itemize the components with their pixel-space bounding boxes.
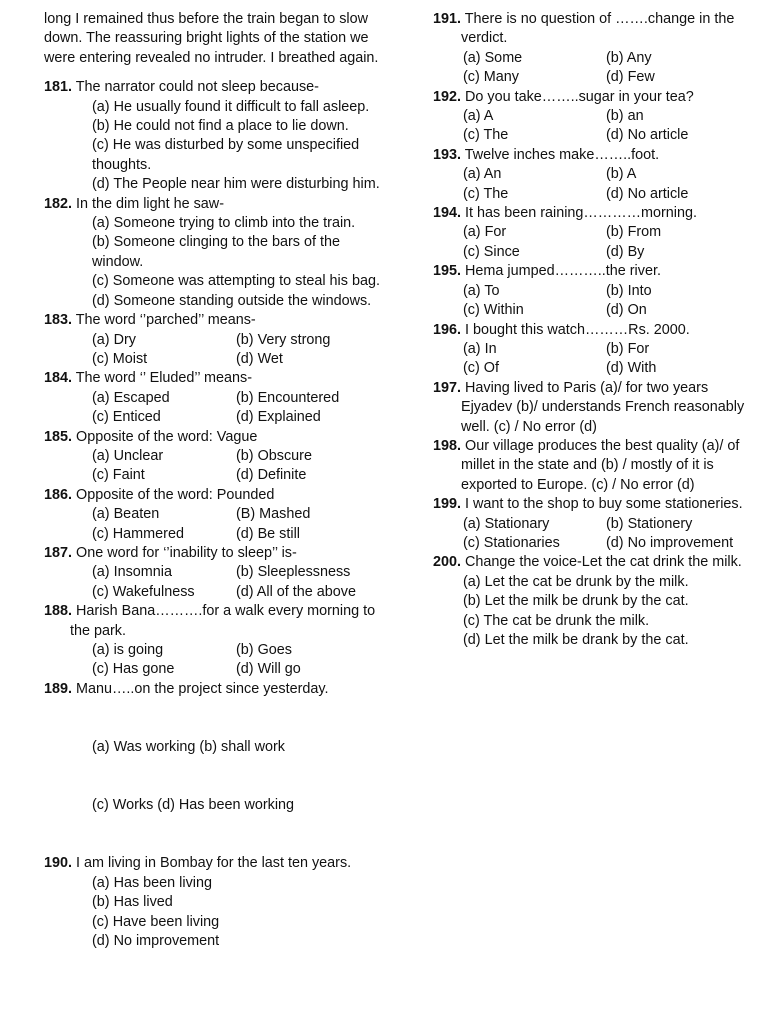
question-number: 186. [44, 486, 73, 503]
option-d[interactable]: (d) No improvement [606, 534, 734, 551]
question-188 [44, 602, 384, 680]
option-c[interactable]: (c) Of [463, 360, 499, 377]
options [433, 165, 763, 204]
option-row-ab[interactable]: (a) Was working (b) shall work [92, 739, 285, 756]
option-c[interactable]: (c) Have been living [92, 913, 220, 930]
option-d[interactable]: (d) With [606, 360, 657, 377]
option-b[interactable]: (B) Mashed [236, 506, 311, 523]
option-a[interactable]: (a) Someone trying to climb into the train. [92, 215, 356, 232]
options [433, 515, 763, 554]
option-d[interactable]: (d) Someone standing outside the windows. [92, 292, 372, 309]
options [44, 331, 384, 370]
question-193 [433, 146, 763, 204]
options [44, 505, 384, 544]
question-text [433, 379, 763, 437]
options [433, 49, 763, 88]
option-c[interactable]: (c) Many [463, 69, 519, 86]
options [44, 699, 384, 854]
question-number: 194. [433, 205, 462, 222]
options [433, 282, 763, 321]
option-b[interactable]: (b) Goes [236, 642, 292, 658]
options [433, 340, 763, 379]
question-194 [433, 204, 763, 262]
question-number: 193. [433, 146, 462, 163]
question-199 [433, 495, 763, 553]
option-a[interactable]: (a) Insomnia [92, 564, 172, 581]
question-183 [44, 311, 384, 369]
passage-ending: long I remained thus before the train began to slow down. The reassuring bright lights of the station we were entering revealed no intruder. I breathed again. [44, 11, 379, 66]
option-d[interactable]: (d) No article [606, 185, 689, 202]
options [433, 107, 763, 146]
option-c[interactable]: (c) Wakefulness [92, 583, 195, 600]
question-number: 199. [433, 496, 462, 513]
question-200 [433, 553, 763, 650]
option-a[interactable]: (a) Escaped [92, 389, 170, 406]
question-text [44, 854, 384, 873]
question-number: 182. [44, 195, 73, 212]
option-row-cd[interactable]: (c) Works (d) Has been working [92, 797, 295, 814]
question-number: 188. [44, 603, 73, 620]
question-189 [44, 680, 384, 855]
options [44, 874, 384, 952]
option-c[interactable]: (c) The [463, 127, 509, 144]
question-text [44, 544, 384, 563]
question-text [44, 428, 384, 447]
option-c[interactable]: (c) Faint [92, 467, 145, 484]
option-b[interactable]: (b) Stationery [606, 515, 693, 532]
question-text [433, 553, 763, 572]
options [433, 223, 763, 262]
question-text [44, 369, 384, 388]
question-text [433, 437, 763, 495]
option-b[interactable]: (b) From [606, 224, 662, 241]
question-stem: I bought this watch………Rs. 2000. [461, 321, 690, 338]
option-c[interactable]: (c) Since [463, 243, 520, 260]
option-d[interactable]: (d) No article [606, 127, 689, 144]
option-b[interactable]: (b) Let the milk be drunk by the cat. [463, 593, 689, 610]
option-b[interactable]: (b) Any [606, 49, 652, 66]
question-number: 184. [44, 370, 73, 387]
question-stem: I am living in Bombay for the last ten years. [72, 855, 352, 872]
question-stem: The word ‘’ Eluded’’ means- [72, 370, 252, 387]
question-stem: Our village produces the best quality (a)/ of millet in the state and (b) / mostly of it is exported to Europe. (c) / No error (d) [461, 437, 740, 493]
option-b[interactable]: (b) A [606, 166, 637, 183]
option-b[interactable]: (b) Someone clinging to the bars of the window. [92, 234, 340, 270]
question-185 [44, 428, 384, 486]
option-a[interactable]: (a) Let the cat be drunk by the milk. [463, 573, 689, 590]
option-d[interactable]: (d) All of the above [236, 583, 356, 600]
option-b[interactable]: (b) For [606, 340, 650, 357]
option-c[interactable]: (c) Has gone [92, 661, 175, 678]
question-182 [44, 195, 384, 311]
right-column [433, 10, 763, 650]
question-stem: Twelve inches make……..foot. [461, 146, 660, 163]
question-stem: Change the voice-Let the cat drink the milk. [461, 554, 742, 571]
option-a[interactable]: (a) For [463, 224, 507, 241]
question-text [433, 321, 763, 340]
question-184 [44, 369, 384, 427]
option-b[interactable]: (b) Encountered [236, 389, 340, 406]
question-191 [433, 10, 763, 88]
question-stem: There is no question of …….change in the verdict. [461, 11, 735, 47]
question-text [433, 495, 763, 514]
question-190 [44, 854, 384, 951]
question-181 [44, 78, 384, 194]
question-stem: Opposite of the word: Vague [72, 428, 258, 445]
option-d[interactable]: (d) Definite [236, 467, 307, 484]
question-number: 191. [433, 11, 462, 27]
question-number: 200. [433, 554, 462, 571]
option-c[interactable]: (c) Hammered [92, 525, 184, 542]
option-a[interactable]: (a) An [463, 166, 502, 183]
question-stem: I want to the shop to buy some stationeries. [461, 496, 743, 513]
option-d[interactable]: (d) The People near him were disturbing him. [92, 176, 380, 193]
question-number: 185. [44, 428, 73, 445]
option-b[interactable]: (b) Sleeplessness [236, 564, 351, 581]
question-number: 189. [44, 680, 73, 697]
option-c[interactable]: (c) Within [463, 302, 524, 319]
question-text [44, 78, 384, 97]
question-number: 197. [433, 379, 462, 396]
option-a[interactable]: (a) Stationary [463, 515, 550, 532]
option-c[interactable]: (c) The cat be drunk the milk. [463, 612, 650, 629]
question-text [433, 88, 763, 107]
question-number: 195. [433, 263, 462, 280]
question-stem: It has been raining…………morning. [461, 205, 697, 222]
options [44, 98, 384, 195]
option-c[interactable]: (c) Moist [92, 350, 148, 367]
question-stem: Do you take……..sugar in your tea? [461, 88, 694, 105]
options [44, 447, 384, 486]
question-text [44, 195, 384, 214]
option-a[interactable]: (a) To [463, 282, 500, 299]
question-stem: Having lived to Paris (a)/ for two years Ejyadev (b)/ understands French reasonably well. (c) / No error (d) [461, 379, 745, 435]
question-stem: Manu…..on the project since yesterday. [72, 680, 329, 697]
question-text [433, 204, 763, 223]
question-text [433, 10, 763, 49]
options [44, 641, 384, 680]
question-198 [433, 437, 763, 495]
left-column [44, 10, 384, 952]
question-number: 181. [44, 79, 73, 96]
question-195 [433, 262, 763, 320]
option-a[interactable]: (a) Unclear [92, 447, 164, 464]
option-d[interactable]: (d) On [606, 302, 647, 319]
option-b[interactable]: (b) Very strong [236, 331, 331, 348]
question-text [44, 680, 384, 699]
question-stem: Opposite of the word: Pounded [72, 486, 275, 503]
option-d[interactable]: (d) By [606, 243, 645, 260]
option-a[interactable]: (a) Has been living [92, 874, 212, 891]
question-192 [433, 88, 763, 146]
question-number: 190. [44, 855, 73, 872]
options [44, 389, 384, 428]
option-b[interactable]: (b) He could not find a place to lie down. [92, 118, 349, 135]
option-b[interactable]: (b) Has lived [92, 894, 173, 911]
question-text [433, 262, 763, 281]
option-d[interactable]: (d) Few [606, 69, 655, 86]
options [44, 214, 384, 311]
option-b[interactable]: (b) Obscure [236, 447, 312, 464]
option-d[interactable]: (d) Be still [236, 525, 300, 542]
option-d[interactable]: (d) Wet [236, 350, 283, 367]
option-c[interactable]: (c) Stationaries [463, 534, 560, 551]
option-c[interactable]: (c) Someone was attempting to steal his bag. [92, 273, 380, 290]
question-stem: Harish Bana……….for a walk every morning to the park. [70, 603, 376, 639]
option-d[interactable]: (d) Will go [236, 661, 301, 678]
option-a[interactable]: (a) A [463, 108, 494, 125]
option-b[interactable]: (b) Into [606, 282, 652, 299]
question-number: 196. [433, 321, 462, 338]
question-stem: The narrator could not sleep because- [72, 79, 319, 96]
option-a[interactable]: (a) is going [92, 642, 164, 658]
option-a[interactable]: (a) Dry [92, 331, 136, 348]
question-stem: One word for ‘’inability to sleep’’ is- [72, 544, 297, 561]
question-number: 198. [433, 437, 462, 454]
option-a[interactable]: (a) In [463, 340, 497, 357]
option-d[interactable]: (d) Explained [236, 409, 321, 426]
question-187 [44, 544, 384, 602]
option-d[interactable]: (d) Let the milk be drank by the cat. [463, 632, 689, 648]
question-stem: Hema jumped………..the river. [461, 263, 661, 280]
option-a[interactable]: (a) Beaten [92, 506, 160, 523]
question-text [44, 602, 384, 641]
option-d[interactable]: (d) No improvement [92, 933, 220, 950]
option-c[interactable]: (c) He was disturbed by some unspecified thoughts. [92, 137, 360, 173]
question-stem: The word ‘’parched’’ means- [72, 312, 256, 329]
question-197 [433, 379, 763, 437]
option-c[interactable]: (c) The [463, 185, 509, 202]
option-b[interactable]: (b) an [606, 108, 644, 125]
options [44, 563, 384, 602]
question-number: 192. [433, 88, 462, 105]
option-a[interactable]: (a) Some [463, 49, 523, 66]
question-text [44, 486, 384, 505]
options [433, 573, 763, 651]
question-text [433, 146, 763, 165]
question-number: 187. [44, 544, 73, 561]
option-c[interactable]: (c) Enticed [92, 409, 161, 426]
question-number: 183. [44, 312, 73, 329]
option-a[interactable]: (a) He usually found it difficult to fall asleep. [92, 98, 370, 115]
question-stem: In the dim light he saw- [72, 195, 224, 212]
question-text [44, 311, 384, 330]
question-186 [44, 486, 384, 544]
question-196 [433, 321, 763, 379]
